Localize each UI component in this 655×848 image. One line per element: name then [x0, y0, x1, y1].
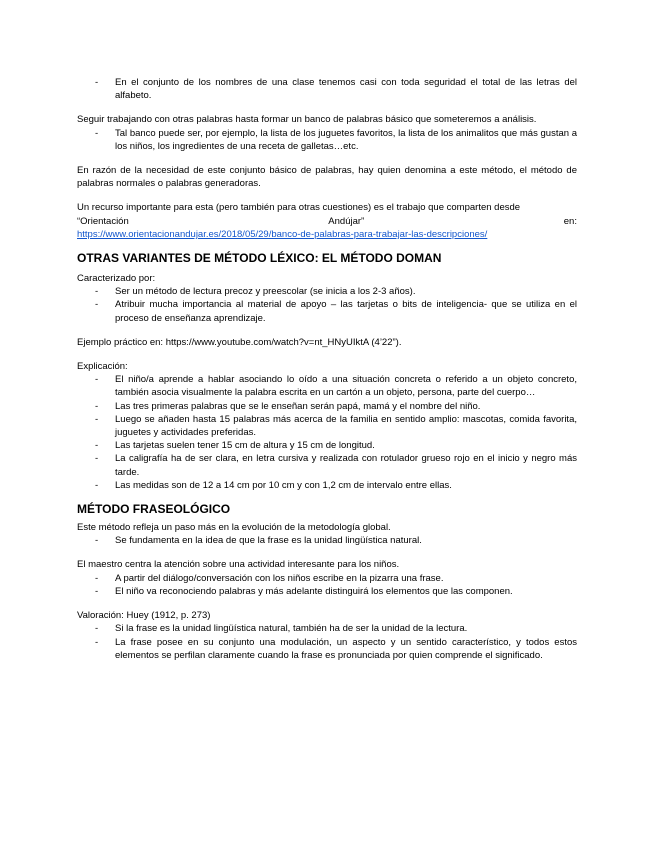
bullet-dash: - [95, 77, 99, 88]
list-item-text: A partir del diálogo/conversación con los niños escribe en la pizarra una frase. [115, 572, 444, 584]
list-item-text: Las medidas son de 12 a 14 cm por 10 cm y con 1,2 cm de intervalo entre ellas. [115, 479, 452, 491]
bullet-dash: - [95, 440, 99, 452]
paragraph-resource-line1: Un recurso importante para esta (pero también para otras cuestiones) es el trabajo que comparten desde [77, 202, 521, 214]
list-item-text: En el conjunto de los nombres de una clase tenemos casi con toda seguridad el total de las letras del alfabeto. [115, 77, 577, 102]
label-characterized: Caracterizado por: [77, 273, 156, 285]
list-item [77, 479, 577, 492]
list-item-text: Las tres primeras palabras que se le enseñan serán papá, mamá y el nombre del niño. [115, 400, 481, 412]
list-item [77, 439, 577, 452]
list-item [77, 534, 577, 547]
characterized-list [77, 285, 577, 325]
label-explanation: Explicación: [77, 361, 128, 373]
label-valoracion: Valoración: Huey (1912, p. 273) [77, 610, 211, 622]
paragraph-bank: Seguir trabajando con otras palabras hasta formar un banco de palabras básico que someteremos a análisis. [77, 114, 537, 126]
document-content [77, 76, 577, 662]
fraseo-list-2 [77, 572, 577, 598]
list-item [77, 373, 577, 399]
bullet-dash: - [95, 535, 99, 547]
list-item-text: Atribuir mucha importancia al material de apoyo – las tarjetas o bits de inteligencia- que se utiliza en el proceso de enseñanza aprendizaje. [115, 299, 577, 324]
bullet-dash: - [95, 413, 99, 425]
list-item [77, 585, 577, 598]
paragraph-fraseo-1: Este método refleja un paso más en la evolución de la metodología global. [77, 522, 391, 534]
resource-part-c: en: [563, 215, 577, 227]
list-item [77, 636, 577, 662]
list-item [77, 76, 577, 102]
bullet-dash: - [95, 453, 99, 465]
fraseo-list-1 [77, 534, 577, 547]
list-item-text: La caligrafía ha de ser clara, en letra cursiva y realizada con rotulador grueso rojo en el inicio y negro más tarde. [115, 453, 577, 478]
paragraph-example: Ejemplo práctico en: https://www.youtube.com/watch?v=nt_HNyUIktA (4’22”). [77, 336, 402, 348]
alphabet-list [77, 76, 577, 102]
list-item [77, 285, 577, 298]
paragraph-fraseo-2: El maestro centra la atención sobre una actividad interesante para los niños. [77, 559, 400, 571]
bullet-dash: - [95, 623, 99, 635]
list-item [77, 298, 577, 324]
list-item-text: El niño va reconociendo palabras y más adelante distinguirá los elementos que las componen. [115, 585, 513, 597]
resource-part-a: “Orientación [77, 215, 129, 227]
resource-link[interactable]: https://www.orientacionandujar.es/2018/05/29/banco-de-palabras-para-trabajar-las-descripciones/ [77, 228, 488, 240]
bullet-dash: - [95, 299, 99, 311]
list-item-text: Las tarjetas suelen tener 15 cm de altura y 15 cm de longitud. [115, 440, 375, 452]
list-item-text: Luego se añaden hasta 15 palabras más acerca de la familia en sentido amplio: mascotas, comida favorita, juguetes y actividades preferidas. [115, 413, 577, 439]
list-item [77, 452, 577, 478]
list-item-text: El niño/a aprende a hablar asociando lo oído a una situación concreta o referido a un objeto concreto, también asocia visualmente la palabra escrita en un cartón a un objeto, persona, parte del cuerpo… [115, 374, 577, 399]
list-item-text: Ser un método de lectura precoz y preescolar (se inicia a los 2-3 años). [115, 286, 416, 298]
list-item-text: La frase posee en su conjunto una modulación, un aspecto y un sentido característico, y todos estos elementos se perfilan claramente cuando la frase es pronunciada por quien comprende el significado. [115, 636, 577, 661]
bullet-dash: - [95, 585, 99, 597]
heading-doman: OTRAS VARIANTES DE MÉTODO LÉXICO: EL MÉTODO DOMAN [77, 251, 442, 266]
list-item [77, 127, 577, 153]
bullet-dash: - [95, 127, 99, 139]
list-item-text: Se fundamenta en la idea de que la frase es la unidad lingüística natural. [115, 535, 422, 547]
bullet-dash: - [95, 636, 99, 648]
bullet-dash: - [95, 286, 99, 298]
list-item [77, 400, 577, 413]
heading-fraseologico: MÉTODO FRASEOLÓGICO [77, 502, 231, 517]
paragraph-reason: En razón de la necesidad de este conjunto básico de palabras, hay quien denomina a este método, el método de palabras normales o palabras generadoras. [77, 165, 577, 190]
paragraph-resource-line2 [77, 215, 577, 228]
bullet-dash: - [95, 479, 99, 491]
list-item [77, 413, 577, 439]
list-item-text: Si la frase es la unidad lingüística natural, también ha de ser la unidad de la lectura. [115, 623, 468, 635]
explanation-list [77, 373, 577, 492]
list-item [77, 622, 577, 635]
bullet-dash: - [95, 400, 99, 412]
bullet-dash: - [95, 572, 99, 584]
bank-list [77, 127, 577, 153]
resource-part-b: Andújar” [328, 215, 365, 227]
valoracion-list [77, 622, 577, 662]
list-item-text: Tal banco puede ser, por ejemplo, la lista de los juguetes favoritos, la lista de los animalitos que más gustan a los niños, los ingredientes de una receta de galletas…etc. [115, 127, 577, 152]
bullet-dash: - [95, 374, 99, 386]
list-item [77, 572, 577, 585]
